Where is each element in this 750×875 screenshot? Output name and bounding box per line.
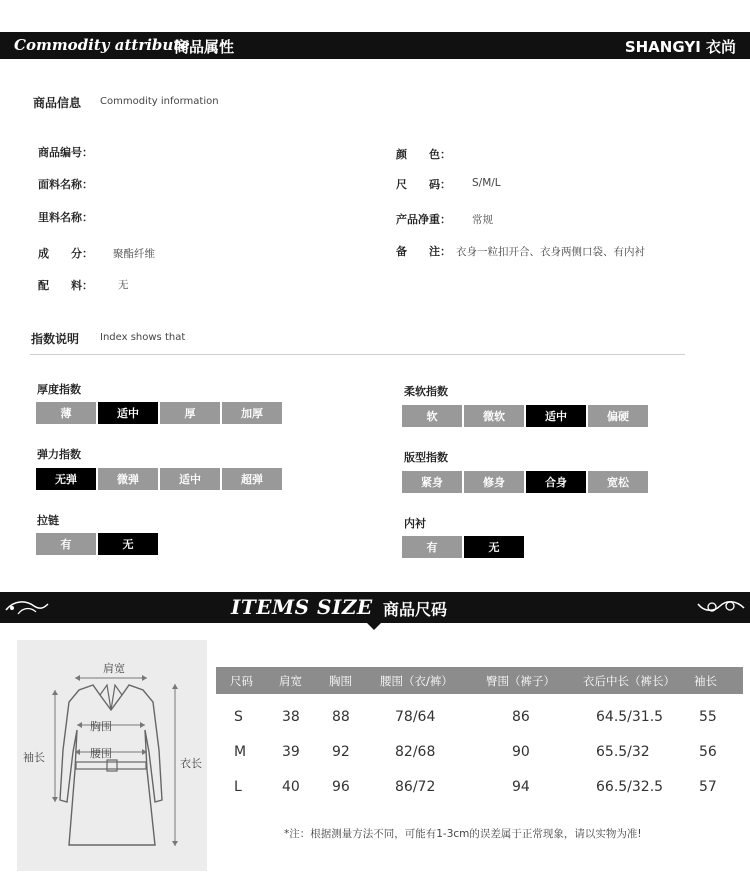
items-size-english-title: ITEMS SIZE — [231, 595, 373, 619]
size-table-header: 衣后中长（裤长） — [583, 674, 675, 688]
fit-option-regular: 合身 — [526, 471, 586, 493]
thickness-option-extra-thick: 加厚 — [222, 402, 282, 424]
fabric-name-label: 面料名称： — [38, 178, 93, 191]
size-cell: 96 — [332, 779, 350, 795]
size-cell: 82/68 — [395, 744, 436, 760]
size-cell: 57 — [699, 779, 717, 795]
fit-option-loose: 宽松 — [588, 471, 648, 493]
size-label: 尺 码： — [396, 178, 451, 191]
banner-chinese-title: 商品属性 — [174, 38, 235, 56]
commodity-attribute-banner — [0, 32, 750, 59]
size-cell: 86/72 — [395, 779, 436, 795]
softness-option-hard: 偏硬 — [588, 405, 648, 427]
left-flourish-icon — [4, 596, 50, 618]
size-cell: S — [234, 709, 243, 725]
size-table-note: *注：根据测量方法不同，可能有1-3cm的误差属于正常现象，请以实物为准! — [284, 828, 642, 840]
size-cell: 66.5/32.5 — [596, 779, 664, 795]
thickness-option-thick: 厚 — [160, 402, 220, 424]
size-value: S/M/L — [472, 177, 501, 189]
elasticity-index-title: 弹力指数 — [37, 448, 81, 461]
elasticity-option-medium: 适中 — [160, 468, 220, 490]
item-number-label: 商品编号： — [38, 146, 93, 159]
composition-value: 聚酯纤维 — [113, 248, 155, 260]
diagram-sleeve-label: 袖长 — [23, 751, 45, 764]
thickness-option-medium: 适中 — [98, 402, 158, 424]
softness-option-soft: 软 — [402, 405, 462, 427]
size-cell: 88 — [332, 709, 350, 725]
commodity-info-title: 商品信息 — [33, 96, 82, 110]
net-weight-value: 常规 — [472, 214, 493, 226]
size-cell: 86 — [512, 709, 530, 725]
size-cell: M — [234, 744, 247, 760]
fit-index-title: 版型指数 — [404, 451, 448, 464]
diagram-shoulder-label: 肩宽 — [103, 662, 125, 675]
composition-label: 成 分： — [38, 247, 93, 260]
elasticity-option-slight: 微弹 — [98, 468, 158, 490]
fit-option-tight: 紧身 — [402, 471, 462, 493]
size-table-header: 腰围（衣/裤） — [380, 674, 453, 688]
diagram-chest-label: 胸围 — [90, 720, 112, 733]
size-cell: 39 — [282, 744, 300, 760]
size-table-header: 袖长 — [694, 674, 717, 688]
size-cell: 78/64 — [395, 709, 436, 725]
size-table-header: 胸围 — [329, 674, 352, 688]
diagram-length-label: 衣长 — [180, 757, 202, 770]
items-size-banner — [0, 592, 750, 623]
right-flourish-icon — [696, 596, 746, 618]
size-cell: 55 — [699, 709, 717, 725]
size-table-header: 肩宽 — [279, 674, 302, 688]
index-title: 指数说明 — [31, 332, 80, 346]
banner-pointer — [366, 622, 382, 630]
brand-name: SHANGYI 衣尚 — [624, 38, 736, 56]
commodity-info-subtitle: Commodity information — [100, 96, 219, 107]
accessories-label: 配 料： — [38, 279, 93, 292]
index-divider — [30, 354, 685, 355]
softness-option-slightly-soft: 微软 — [464, 405, 524, 427]
softness-index-title: 柔软指数 — [404, 385, 448, 398]
thickness-index-title: 厚度指数 — [37, 383, 81, 396]
size-table-header: 尺码 — [230, 674, 253, 688]
thickness-option-thin: 薄 — [36, 402, 96, 424]
zipper-option-yes: 有 — [36, 533, 96, 555]
size-cell: L — [234, 779, 242, 795]
accessories-value: 无 — [118, 279, 129, 291]
zipper-option-no: 无 — [98, 533, 158, 555]
zipper-index-title: 拉链 — [37, 514, 59, 527]
lining-index-title: 内衬 — [404, 517, 426, 530]
size-cell: 65.5/32 — [596, 744, 650, 760]
net-weight-label: 产品净重： — [396, 213, 451, 226]
size-cell: 56 — [699, 744, 717, 760]
size-cell: 92 — [332, 744, 350, 760]
softness-option-medium: 适中 — [526, 405, 586, 427]
index-subtitle: Index shows that — [100, 332, 186, 343]
size-cell: 64.5/31.5 — [596, 709, 664, 725]
size-cell: 90 — [512, 744, 530, 760]
lining-option-no: 无 — [464, 536, 524, 558]
remarks-label: 备 注： — [396, 245, 451, 258]
size-table-header: 臀围（裤子） — [486, 674, 555, 688]
banner-english-title: Commodity attribute — [14, 36, 190, 54]
fit-option-slim: 修身 — [464, 471, 524, 493]
lining-option-yes: 有 — [402, 536, 462, 558]
elasticity-option-none: 无弹 — [36, 468, 96, 490]
size-cell: 94 — [512, 779, 530, 795]
color-label: 颜 色： — [396, 148, 451, 161]
items-size-chinese-title: 商品尺码 — [383, 600, 448, 619]
remarks-value: 衣身一粒扣开合、衣身两侧口袋、有内衬 — [456, 246, 645, 258]
elasticity-option-super: 超弹 — [222, 468, 282, 490]
size-cell: 38 — [282, 709, 300, 725]
diagram-waist-label: 腰围 — [90, 747, 112, 760]
size-cell: 40 — [282, 779, 300, 795]
garment-measurement-diagram — [17, 640, 207, 871]
size-table-header-row — [216, 667, 743, 694]
lining-name-label: 里料名称： — [38, 211, 93, 224]
